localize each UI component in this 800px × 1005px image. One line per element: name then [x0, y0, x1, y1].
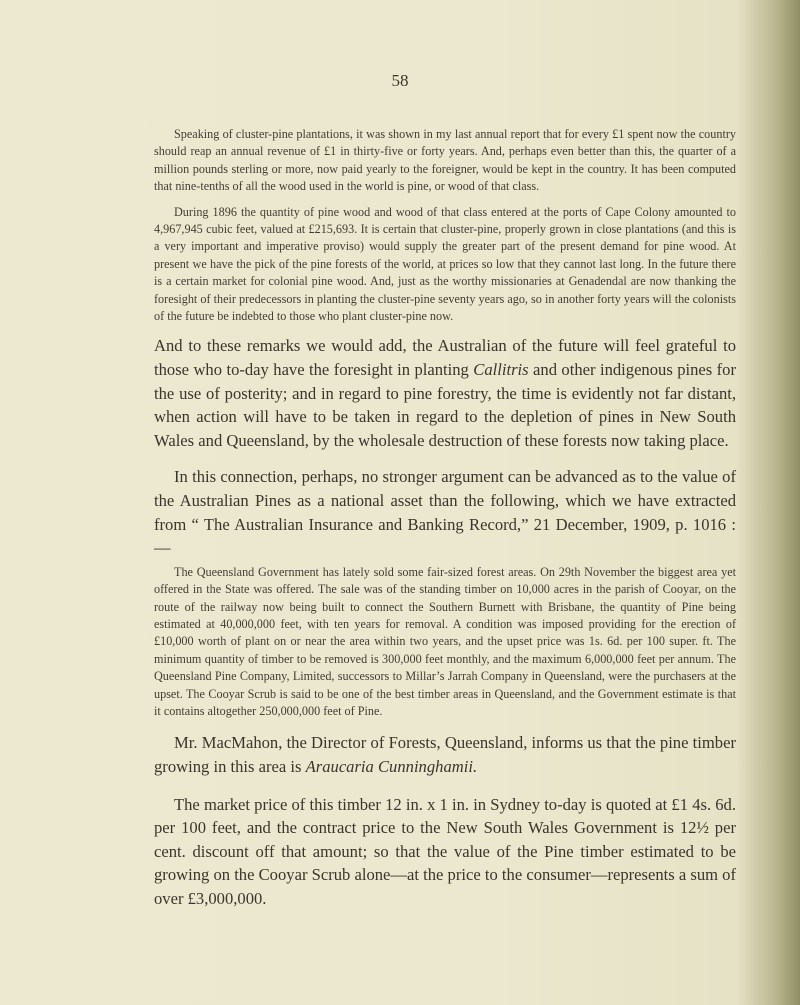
quoted-extract: The Queensland Government has lately sold some fair-sized forest areas. On 29th November the biggest area yet offered in the State was offered. The sale was of the standing timber on 10,000 acres in the parish of Cooyar, on the route of the railway now being built to connect the Southern Burnett with Brisbane, the quantity of Pine being estimated at 40,000,000 feet, with ten years for removal. A condition was imposed providing for the erection of £10,000 worth of plant on or near the area within two years, and the upset price was 1s. 6d. per 100 super. ft. The minimum quantity of timber to be removed is 300,000 feet monthly, and the maximum 6,000,000 feet per annum. The Queensland Pine Company, Limited, successors to Millar’s Jarrah Company in Queensland, were the purchasers at the upset. The Cooyar Scrub is said to be one of the best timber areas in Queensland, and the Government estimate is that it contains altogether 250,000,000 feet of Pine.: [154, 564, 736, 719]
species-name: Araucaria Cunninghamii.: [305, 757, 478, 777]
paragraph-market-price: The market price of this timber 12 in. x 1 in. in Sydney to-day is quoted at £1 4s. 6d. per 100 feet, and the contract price to the New South Wales Government is 12½ per cent. discount off that amount; so that the value of the Pine timber estimated to be growing on the Cooyar Scrub alone—at the price to the consumer—represents a sum of over £3,000,000.: [154, 794, 737, 909]
page-content: [154, 126, 736, 911]
paragraph-text: and other indigenous pines for the use of posterity; and in regard to pine forestry, the time is evidently not far distant, when action will have to be taken in regard to the depletion of pines in New South Wales and Queensland, by the wholesale destruction of these forests now taking place.: [154, 360, 737, 450]
page-number: 58: [391, 71, 409, 90]
paragraph-text: Mr. MacMahon, the Director of Forests, Queensland, informs us that the pine timber growing in this area is: [154, 733, 736, 777]
paragraph-cluster-pine: Speaking of cluster-pine plantations, it was shown in my last annual report that for every £1 spent now the country should reap an annual revenue of £1 in thirty-five or forty years. And, perhaps even better than this, the quarter of a million pounds sterling or more, now paid yearly to the foreigner, would be kept in the country. It has been computed that nine-tenths of all the wood used in the world is pine, or wood of that class.: [154, 127, 736, 194]
paragraph-national-asset: In this connection, perhaps, no stronger argument can be advanced as to the value of the Australian Pines as a national asset than the following, which we have extracted from “ The Australian Insurance and Banking Record,” 21 December, 1909, p. 1016 :—: [154, 467, 736, 558]
paragraph-text: And to these remarks we would add, the Australian of the future will feel grateful to those who to-day have the foresight in planting: [154, 336, 736, 380]
paragraph-australian-future: [154, 334, 736, 452]
paragraph-cape-colony: During 1896 the quantity of pine wood and wood of that class entered at the ports of Cape Colony amounted to 4,967,945 cubic feet, valued at £215,693. It is certain that cluster-pine, properly grown in close plantations (and this is a very important and imperative proviso) would supply the greater part of the present demand for pine wood. At present we have the pick of the pine forests of the world, at prices so low that they cannot last long. In the future there is a certain market for colonial pine wood. And, just as the worthy missionaries at Genadendal are now thanking the foresight of their predecessors in planting the cluster-pine seventy years ago, so in another forty years will the colonists of the future be indebted to those who plant cluster-pine now.: [154, 204, 736, 324]
species-name: Callitris: [473, 360, 529, 380]
paragraph-director-forests: [154, 731, 736, 778]
